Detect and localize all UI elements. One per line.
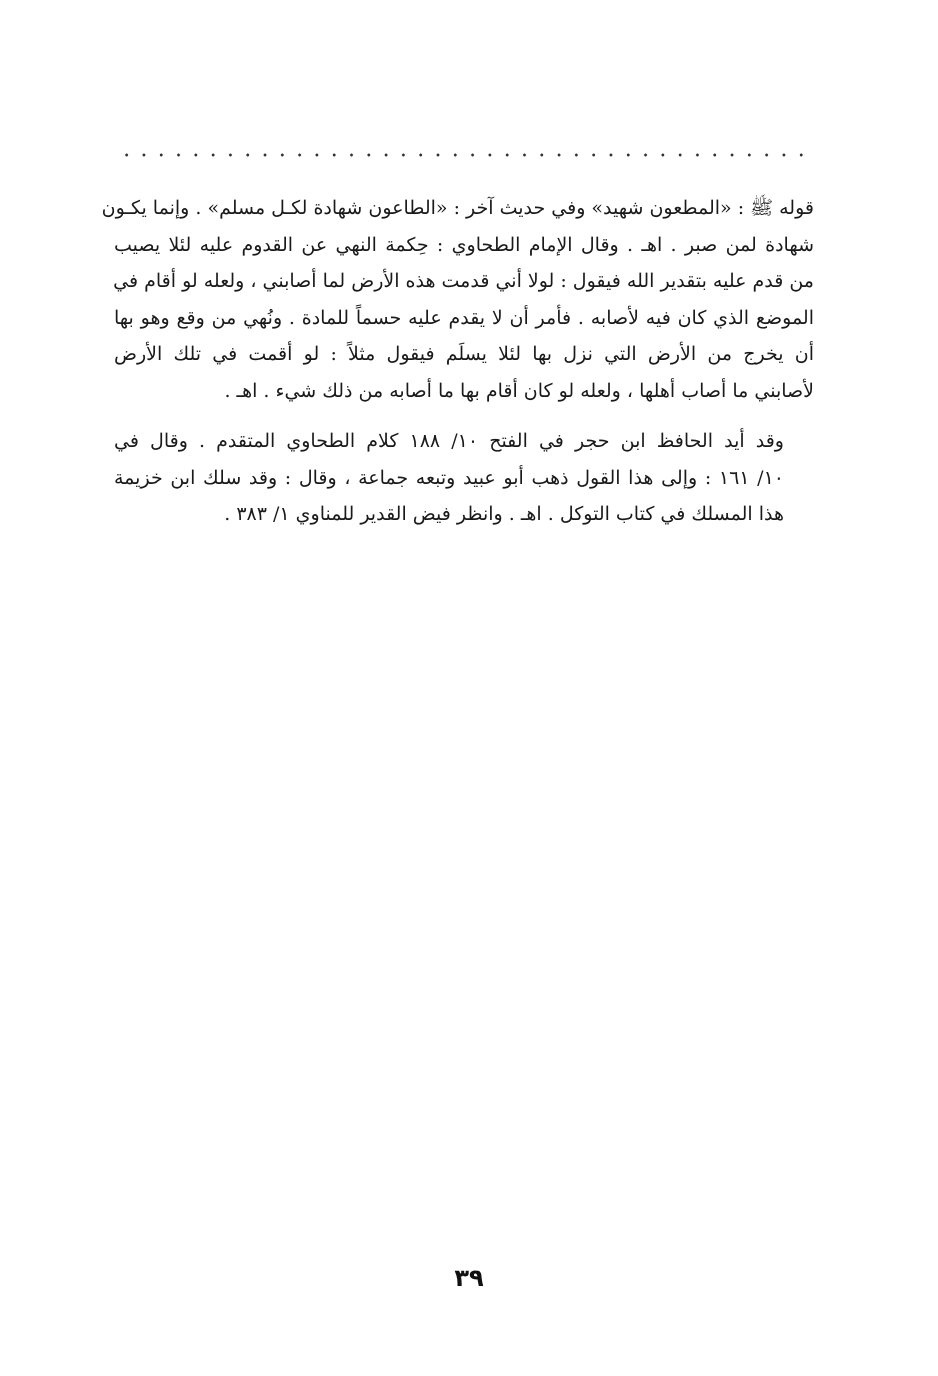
text-line: من قدم عليه بتقدير الله فيقول : لولا أني قدمت هذه الأرض لما أصابني ، ولعله لو أقام في [113, 270, 814, 292]
text-line: قوله ﷺ : «المطعون شهيد» وفي حديث آخر : «الطاعون شهادة لكـل مسلم» . وإنما يكـون [101, 197, 814, 219]
text-line: شهادة لمن صبر . اهـ . وقال الإمام الطحاوي : حِكمة النهي عن القدوم عليه لئلا يصيب [114, 233, 814, 256]
text-line: أن يخرج من الأرض التي نزل بها لئلا يسلَم فيقول مثلاً : لو أقمت في تلك الأرض [114, 343, 814, 365]
text-line: لأصابني ما أصاب أهلها ، ولعله لو كان أقام بها ما أصابه من ذلك شيء . اهـ . [224, 379, 814, 402]
paragraph-1 [101, 190, 814, 409]
footnote-text [101, 190, 814, 533]
dotted-separator [118, 152, 810, 158]
text-line: الموضع الذي كان فيه لأصابه . فأمر أن لا يقدم عليه حسماً للمادة . ونُهي من وقع وهو بها [114, 306, 814, 329]
text-line: ١٠/ ١٦١ : وإلى هذا القول ذهب أبو عبيد وتبعه جماعة ، وقال : وقد سلك ابن خزيمة [114, 466, 784, 489]
text-line: هذا المسلك في كتاب التوكل . اهـ . وانظر فيض القدير للمناوي ١/ ٣٨٣ . [224, 503, 784, 525]
text-line: وقد أيد الحافظ ابن حجر في الفتح ١٠/ ١٨٨ كلام الطحاوي المتقدم . وقال في [114, 430, 784, 452]
paragraph-2 [114, 423, 814, 533]
page-number: ٣٩ [454, 1264, 484, 1292]
